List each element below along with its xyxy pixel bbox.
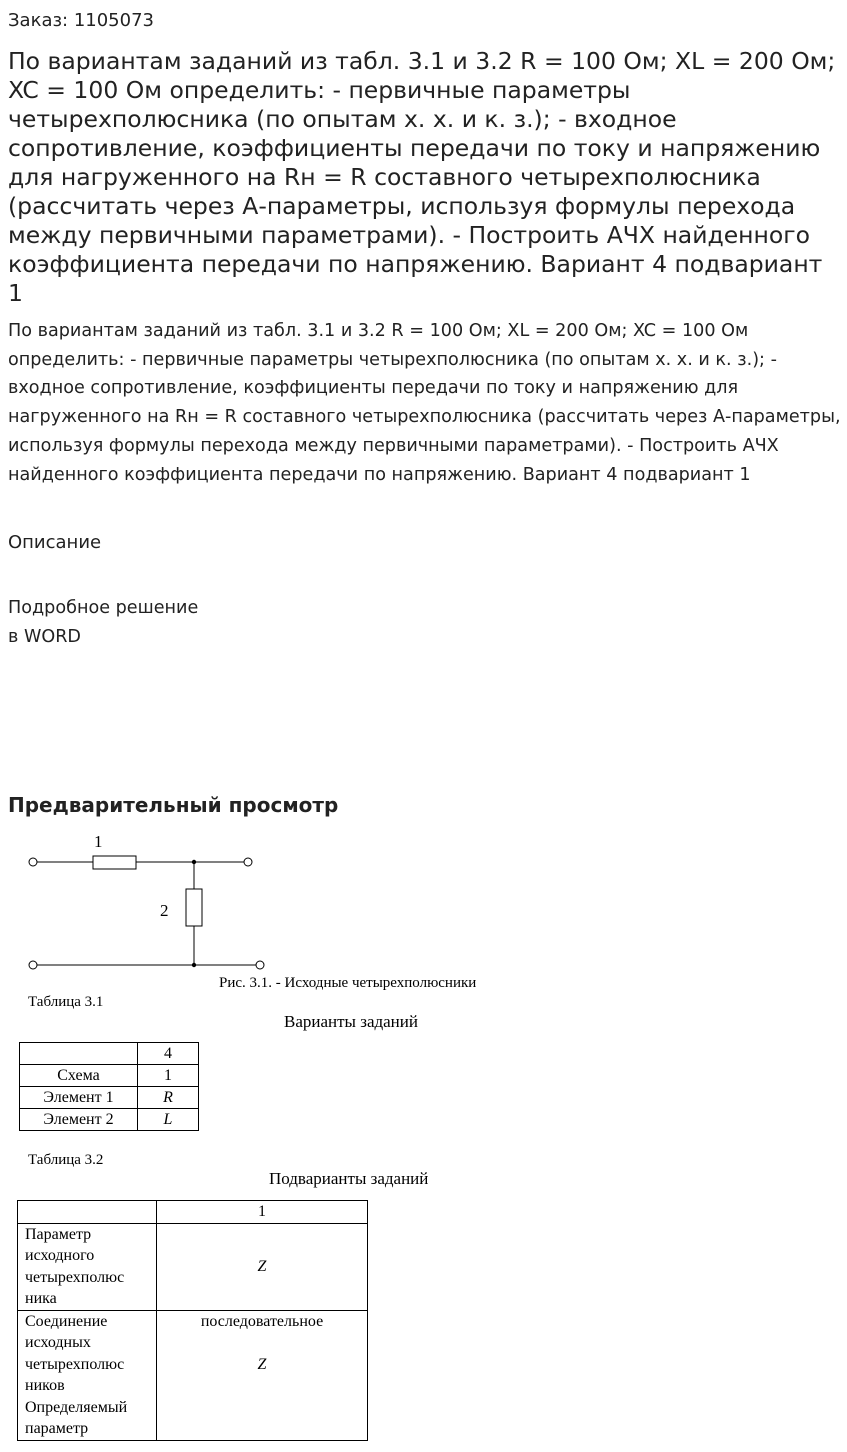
table-row bbox=[18, 1310, 368, 1440]
table-cell: Z bbox=[157, 1223, 368, 1310]
element-1-label: 1 bbox=[94, 832, 103, 851]
table-row bbox=[20, 1109, 199, 1131]
page-title: По вариантам заданий из табл. 3.1 и 3.2 R = 100 Ом; XL = 200 Ом; XC = 100 Ом определить: - первичные параметры четырехполюсника (по опытам х. х. и к. з.); - входное сопротивление, коэффициенты передачи по току и напряжению для нагруженного на Rн = R составного четырехполюсника (рассчитать через А-параметры, используя формулы перехода между первичными параметрами). - Построить АЧХ найденного коэффициента передачи по напряжению. Вариант 4 подвариант 1 bbox=[8, 47, 836, 307]
table-cell: Элемент 1 bbox=[20, 1087, 138, 1109]
subvariants-table bbox=[17, 1200, 368, 1441]
cell-line: исходных bbox=[25, 1334, 91, 1351]
description-label: Описание bbox=[8, 532, 102, 553]
element-1-resistor bbox=[93, 856, 136, 869]
solution-line-2: в WORD bbox=[8, 626, 81, 647]
table-2-title: Подварианты заданий bbox=[269, 1169, 429, 1188]
table-1-label: Таблица 3.1 bbox=[28, 994, 104, 1010]
table-cell bbox=[18, 1201, 157, 1224]
table-row bbox=[20, 1065, 199, 1087]
element-2-label: 2 bbox=[160, 901, 169, 920]
table-cell bbox=[18, 1310, 157, 1440]
solution-line-1: Подробное решение bbox=[8, 598, 199, 618]
junction-bottom bbox=[192, 963, 196, 967]
table-row bbox=[20, 1043, 199, 1065]
table-cell: L bbox=[138, 1109, 199, 1131]
figure-caption: Рис. 3.1. - Исходные четырехполюсники bbox=[219, 975, 477, 991]
connection-type: последовательное bbox=[200, 1312, 324, 1330]
table-cell: 1 bbox=[138, 1065, 199, 1087]
cell-line: четырехполюс bbox=[25, 1268, 125, 1286]
table-row bbox=[18, 1223, 368, 1310]
cell-line: Определяемый bbox=[25, 1398, 128, 1416]
cell-line: исходного bbox=[25, 1247, 95, 1264]
terminal-top-left bbox=[29, 858, 37, 866]
terminal-top-right bbox=[244, 858, 252, 866]
table-cell: Элемент 2 bbox=[20, 1109, 138, 1131]
table-cell: Схема bbox=[20, 1065, 138, 1087]
table-row bbox=[18, 1201, 368, 1224]
table-row bbox=[20, 1087, 199, 1109]
determined-parameter: Z bbox=[257, 1355, 267, 1373]
circuit-diagram bbox=[20, 828, 270, 976]
solution-details bbox=[8, 594, 198, 651]
table-cell bbox=[157, 1310, 368, 1440]
table-cell: 1 bbox=[157, 1201, 368, 1224]
cell-line: Параметр bbox=[25, 1225, 92, 1243]
table-cell bbox=[18, 1223, 157, 1310]
order-number: Заказ: 1105073 bbox=[8, 10, 154, 31]
table-cell bbox=[20, 1043, 138, 1065]
table-1-title: Варианты заданий bbox=[284, 1012, 418, 1031]
table-cell: R bbox=[138, 1087, 199, 1109]
cell-line: четырехполюс bbox=[25, 1355, 125, 1373]
table-cell: 4 bbox=[138, 1043, 199, 1065]
element-2-resistor bbox=[186, 889, 202, 926]
cell-line: ников bbox=[25, 1377, 65, 1394]
table-2-label: Таблица 3.2 bbox=[28, 1152, 104, 1168]
cell-line: параметр bbox=[25, 1420, 89, 1437]
terminal-bottom-right bbox=[256, 961, 264, 969]
cell-line: Соединение bbox=[25, 1312, 108, 1330]
junction-top bbox=[192, 860, 196, 864]
preview-heading: Предварительный просмотр bbox=[8, 793, 339, 817]
cell-line: ника bbox=[25, 1290, 57, 1307]
terminal-bottom-left bbox=[29, 961, 37, 969]
variants-table bbox=[19, 1042, 199, 1131]
task-description: По вариантам заданий из табл. 3.1 и 3.2 R = 100 Ом; XL = 200 Ом; XC = 100 Ом определить: - первичные параметры четырехполюсника (по опытам х. х. и к. з.); - входное сопротивление, коэффициенты передачи по току и напряжению для нагруженного на Rн = R составного четырехполюсника (рассчитать через А-параметры, используя формулы перехода между первичными параметрами). - Построить АЧХ найденного коэффициента передачи по напряжению. Вариант 4 подвариант 1 bbox=[8, 321, 841, 485]
